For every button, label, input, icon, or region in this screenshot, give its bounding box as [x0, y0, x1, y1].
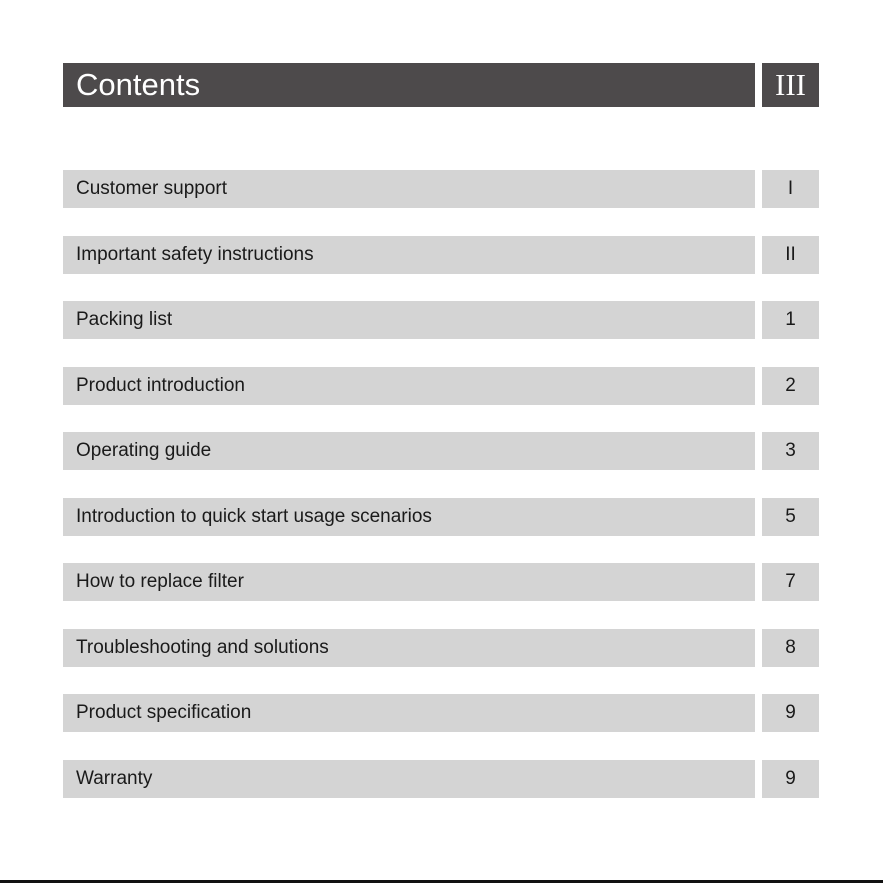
toc-entry-customer-support[interactable] [63, 170, 819, 208]
toc-entry-quick-start[interactable] [63, 498, 819, 536]
toc-entry-label: Important safety instructions [63, 236, 755, 274]
toc-entry-page: 7 [762, 563, 819, 601]
page-number: III [762, 63, 819, 107]
toc-entry-page: 1 [762, 301, 819, 339]
toc-entry-label: Product specification [63, 694, 755, 732]
toc-entry-label: Customer support [63, 170, 755, 208]
toc-entry-label: Introduction to quick start usage scenarios [63, 498, 755, 536]
toc-entry-replace-filter[interactable] [63, 563, 819, 601]
toc-entry-troubleshooting[interactable] [63, 629, 819, 667]
toc-entry-label: How to replace filter [63, 563, 755, 601]
page-title: Contents [63, 63, 755, 107]
toc-entry-label: Warranty [63, 760, 755, 798]
toc-entry-page: I [762, 170, 819, 208]
toc-entry-page: 9 [762, 694, 819, 732]
toc-entry-page: 8 [762, 629, 819, 667]
toc-entry-packing-list[interactable] [63, 301, 819, 339]
toc-entry-safety-instructions[interactable] [63, 236, 819, 274]
toc-entry-page: 5 [762, 498, 819, 536]
toc-entry-page: II [762, 236, 819, 274]
toc-entry-page: 9 [762, 760, 819, 798]
toc-entry-page: 3 [762, 432, 819, 470]
toc-entry-page: 2 [762, 367, 819, 405]
toc-entry-label: Operating guide [63, 432, 755, 470]
toc-entry-warranty[interactable] [63, 760, 819, 798]
toc-entry-label: Troubleshooting and solutions [63, 629, 755, 667]
toc-entry-operating-guide[interactable] [63, 432, 819, 470]
toc-entry-product-introduction[interactable] [63, 367, 819, 405]
toc-entry-product-specification[interactable] [63, 694, 819, 732]
toc-entry-label: Product introduction [63, 367, 755, 405]
toc-entry-label: Packing list [63, 301, 755, 339]
